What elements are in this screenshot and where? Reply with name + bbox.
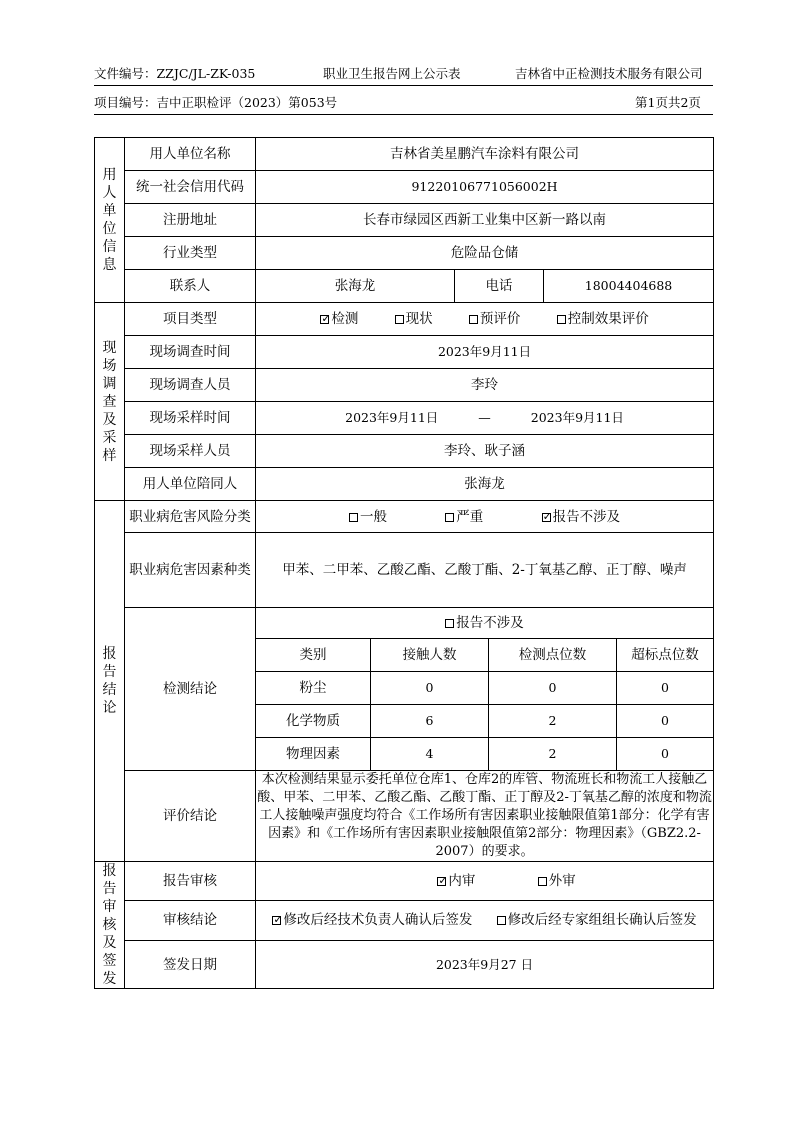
sampling-time-range [256,402,714,435]
credit-code: 91220106771056002H [256,171,714,204]
document-number: 文件编号：ZZJC/JL-ZK-035 [94,66,256,81]
section-employer-info: 用 人 单 位 信 息 [95,138,125,303]
header-divider [94,85,713,86]
review-result-options [256,900,714,941]
risk-class-options [256,501,714,533]
page-number: 第1页共2页 [635,95,701,110]
risk-option-not-involved[interactable]: ✓ 报告不涉及 [542,508,621,526]
row-detect-not-involved [95,608,714,639]
row-exposed: 4 [371,738,489,771]
sampler: 李玲、耿子涵 [256,435,714,468]
phone-label: 电话 [455,270,544,303]
header-category: 类别 [256,639,371,672]
section-report-conclusion: 报 告 结 论 [95,501,125,862]
address: 长春市绿园区西新工业集中区新一路以南 [256,204,714,237]
disclosure-table [94,137,714,989]
row-exceed: 0 [617,738,714,771]
checkbox-icon[interactable] [497,916,506,925]
contact-name: 张海龙 [256,270,455,303]
survey-time-label: 现场调查时间 [125,336,256,369]
row-exceed: 0 [617,705,714,738]
result-option-tech-lead[interactable]: ✓ 修改后经技术负责人确认后签发 [272,911,472,929]
section-survey-sampling: 现 场 调 查 及 采 样 [95,303,125,501]
industry: 危险品仓储 [256,237,714,270]
credit-code-label: 统一社会信用代码 [125,171,256,204]
address-label: 注册地址 [125,204,256,237]
row-hazard-factors [95,533,714,608]
checkbox-icon[interactable] [445,513,454,522]
row-category: 物理因素 [256,738,371,771]
type-option-control-effect[interactable]: 控制效果评价 [557,310,649,328]
type-option-status[interactable]: 现状 [395,310,433,328]
industry-label: 行业类型 [125,237,256,270]
header-exposed: 接触人数 [371,639,489,672]
header-divider-2 [94,114,713,115]
project-type-label: 项目类型 [125,303,256,336]
report-review-options [256,862,714,901]
risk-option-general[interactable]: 一般 [349,508,387,526]
header-exceed: 超标点位数 [617,639,714,672]
hazard-factors: 甲苯、二甲苯、乙酸乙酯、乙酸丁酯、2-丁氧基乙醇、正丁醇、噪声 [256,533,714,608]
report-review-label: 报告审核 [125,862,256,901]
row-exposed: 6 [371,705,489,738]
row-exposed: 0 [371,672,489,705]
row-address [95,204,714,237]
survey-time: 2023年9月11日 [256,336,714,369]
checkbox-icon[interactable] [557,315,566,324]
row-review-result [95,900,714,941]
document-title: 职业卫生报告网上公示表 [323,66,461,81]
row-project-type [95,303,714,336]
detect-option-not-involved[interactable]: 报告不涉及 [445,614,524,632]
section-review-issue: 报 告 审 核 及 签 发 [95,862,125,989]
contact-label: 联系人 [125,270,256,303]
checkbox-icon[interactable] [349,513,358,522]
row-points: 0 [489,672,617,705]
employer-name: 吉林省美星鹏汽车涂料有限公司 [256,138,714,171]
row-contact [95,270,714,303]
review-option-external[interactable]: 外审 [538,872,576,890]
row-employer-name [95,138,714,171]
row-issue-date [95,941,714,989]
escort: 张海龙 [256,468,714,501]
row-points: 2 [489,738,617,771]
checkbox-checked-icon[interactable] [542,513,551,522]
risk-class-label: 职业病危害风险分类 [125,501,256,533]
result-option-expert-lead[interactable]: 修改后经专家组组长确认后签发 [497,911,697,929]
issue-date: 2023年9月27 日 [256,941,714,989]
review-result-label: 审核结论 [125,900,256,941]
sampling-time-label: 现场采样时间 [125,402,256,435]
row-category: 粉尘 [256,672,371,705]
detect-not-involved-option[interactable] [256,608,714,639]
row-exceed: 0 [617,672,714,705]
checkbox-checked-icon[interactable] [320,315,329,324]
row-sampling-time [95,402,714,435]
checkbox-checked-icon[interactable] [272,916,281,925]
row-credit-code [95,171,714,204]
row-sampler [95,435,714,468]
evaluation-label: 评价结论 [125,771,256,862]
row-category: 化学物质 [256,705,371,738]
row-evaluation [95,771,714,862]
checkbox-icon[interactable] [395,315,404,324]
row-points: 2 [489,705,617,738]
evaluation-text: 本次检测结果显示委托单位仓库1、仓库2的库管、物流班长和物流工人接触乙酸、甲苯、二甲苯、乙酸乙酯、乙酸丁酯、正丁醇及2-丁氧基乙醇的浓度和物流工人接触噪声强度均符合《工作场所有害因素职业接触限值第1部分：化学有害因素》和《工作场所有害因素职业接触限值第2部分：物理因素》（GBZ2.2-2007）的要求。 [256,771,714,862]
surveyor: 李玲 [256,369,714,402]
checkbox-icon[interactable] [445,619,454,628]
row-report-review [95,862,714,901]
row-survey-time [95,336,714,369]
risk-option-serious[interactable]: 严重 [445,508,483,526]
checkbox-icon[interactable] [469,315,478,324]
review-option-internal[interactable]: ✓ 内审 [437,872,475,890]
escort-label: 用人单位陪同人 [125,468,256,501]
row-industry [95,237,714,270]
checkbox-icon[interactable] [538,877,547,886]
type-option-pre-evaluation[interactable]: 预评价 [469,310,521,328]
sampling-end: 2023年9月11日 [530,410,624,425]
sampling-dash: — [478,410,491,425]
surveyor-label: 现场调查人员 [125,369,256,402]
sampler-label: 现场采样人员 [125,435,256,468]
project-number: 项目编号：吉中正职检评（2023）第053号 [94,95,338,110]
checkbox-checked-icon[interactable] [437,877,446,886]
phone-number: 18004404688 [544,270,714,303]
issue-date-label: 签发日期 [125,941,256,989]
project-type-options [256,303,714,336]
row-risk-class [95,501,714,533]
detection-conclusion-label: 检测结论 [125,608,256,771]
header-points: 检测点位数 [489,639,617,672]
company-name: 吉林省中正检测技术服务有限公司 [515,66,703,81]
employer-name-label: 用人单位名称 [125,138,256,171]
type-option-detection[interactable]: ✓ 检测 [320,310,358,328]
hazard-factors-label: 职业病危害因素种类 [125,533,256,608]
row-escort [95,468,714,501]
row-surveyor [95,369,714,402]
sampling-start: 2023年9月11日 [345,410,439,425]
